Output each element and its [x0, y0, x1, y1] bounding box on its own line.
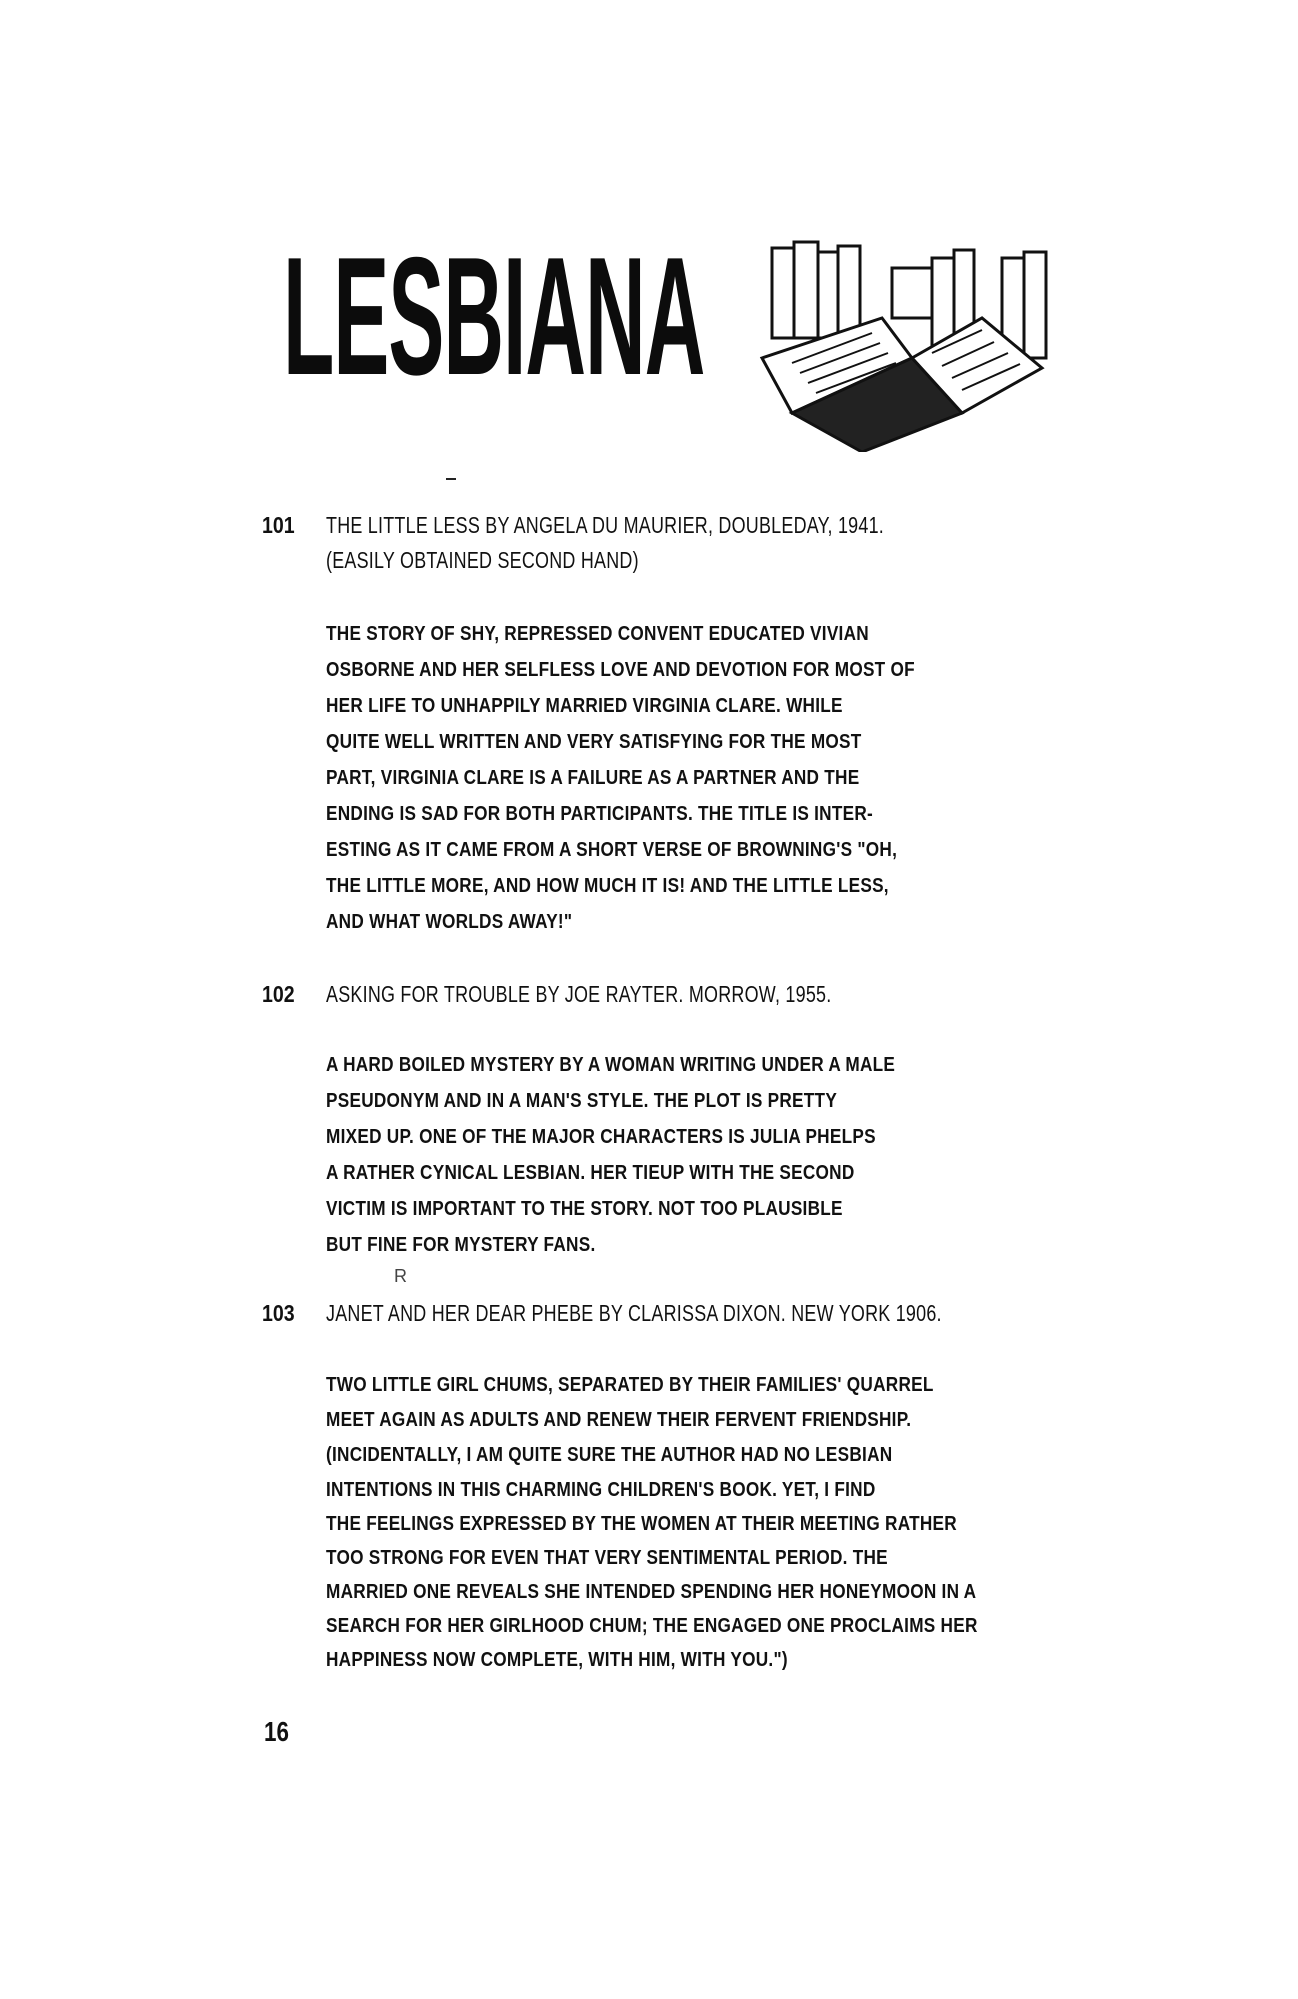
entry-body-line: A RATHER CYNICAL LESBIAN. HER TIEUP WITH THE SECOND [326, 1162, 855, 1184]
entry-body-line: THE STORY OF SHY, REPRESSED CONVENT EDUCATED VIVIAN [326, 623, 869, 645]
entry-body-line: VICTIM IS IMPORTANT TO THE STORY. NOT TOO PLAUSIBLE [326, 1198, 843, 1220]
entry-body-line: TOO STRONG FOR EVEN THAT VERY SENTIMENTAL PERIOD. THE [326, 1547, 888, 1569]
entry-body-line: HER LIFE TO UNHAPPILY MARRIED VIRGINIA CLARE. WHILE [326, 695, 843, 717]
stray-mark: R [394, 1266, 407, 1286]
entry-body-line: A HARD BOILED MYSTERY BY A WOMAN WRITING UNDER A MALE [326, 1054, 896, 1076]
entry-heading: JANET AND HER DEAR PHEBE BY CLARISSA DIXON. NEW YORK 1906. [326, 1300, 942, 1326]
entry-body-line: PART, VIRGINIA CLARE IS A FAILURE AS A PARTNER AND THE [326, 767, 860, 789]
entry-body-line: THE FEELINGS EXPRESSED BY THE WOMEN AT THEIR MEETING RATHER [326, 1513, 957, 1535]
entry-body-line: HAPPINESS NOW COMPLETE, WITH HIM, WITH YOU.") [326, 1649, 788, 1671]
entry-number: 101 [262, 512, 295, 538]
entry-body-line: THE LITTLE MORE, AND HOW MUCH IT IS! AND THE LITTLE LESS, [326, 875, 889, 897]
page-number: 16 [264, 1716, 289, 1747]
entry-heading: THE LITTLE LESS BY ANGELA DU MAURIER, DOUBLEDAY, 1941. [326, 512, 885, 538]
entry-heading: ASKING FOR TROUBLE BY JOE RAYTER. MORROW, 1955. [326, 981, 832, 1007]
entry-heading: (EASILY OBTAINED SECOND HAND) [326, 547, 639, 573]
entry-body-line: ESTING AS IT CAME FROM A SHORT VERSE OF BROWNING'S "OH, [326, 839, 898, 861]
entry-body-line: PSEUDONYM AND IN A MAN'S STYLE. THE PLOT IS PRETTY [326, 1090, 838, 1112]
entry-body-line: MEET AGAIN AS ADULTS AND RENEW THEIR FERVENT FRIENDSHIP. [326, 1409, 912, 1431]
entry-number: 103 [262, 1300, 295, 1326]
entry-body-line: (INCIDENTALLY, I AM QUITE SURE THE AUTHOR HAD NO LESBIAN [326, 1444, 893, 1466]
entry-body-line: MARRIED ONE REVEALS SHE INTENDED SPENDING HER HONEYMOON IN A [326, 1581, 977, 1603]
entry-body-line: INTENTIONS IN THIS CHARMING CHILDREN'S BOOK. YET, I FIND [326, 1479, 876, 1501]
entry-body-line: BUT FINE FOR MYSTERY FANS. [326, 1234, 596, 1256]
page-title: LESBIANA [283, 222, 705, 410]
entry-body-line: OSBORNE AND HER SELFLESS LOVE AND DEVOTION FOR MOST OF [326, 659, 915, 681]
stack-of-books-icon [752, 238, 1068, 452]
divider [446, 478, 456, 480]
entry-body-line: MIXED UP. ONE OF THE MAJOR CHARACTERS IS JULIA PHELPS [326, 1126, 876, 1148]
entry-body-line: QUITE WELL WRITTEN AND VERY SATISFYING FOR THE MOST [326, 731, 862, 753]
entry-number: 102 [262, 981, 295, 1007]
entry-body-line: AND WHAT WORLDS AWAY!" [326, 911, 573, 933]
entry-body-line: ENDING IS SAD FOR BOTH PARTICIPANTS. THE TITLE IS INTER- [326, 803, 874, 825]
entry-body-line: SEARCH FOR HER GIRLHOOD CHUM; THE ENGAGED ONE PROCLAIMS HER [326, 1615, 978, 1637]
entry-body-line: TWO LITTLE GIRL CHUMS, SEPARATED BY THEIR FAMILIES' QUARREL [326, 1374, 934, 1396]
